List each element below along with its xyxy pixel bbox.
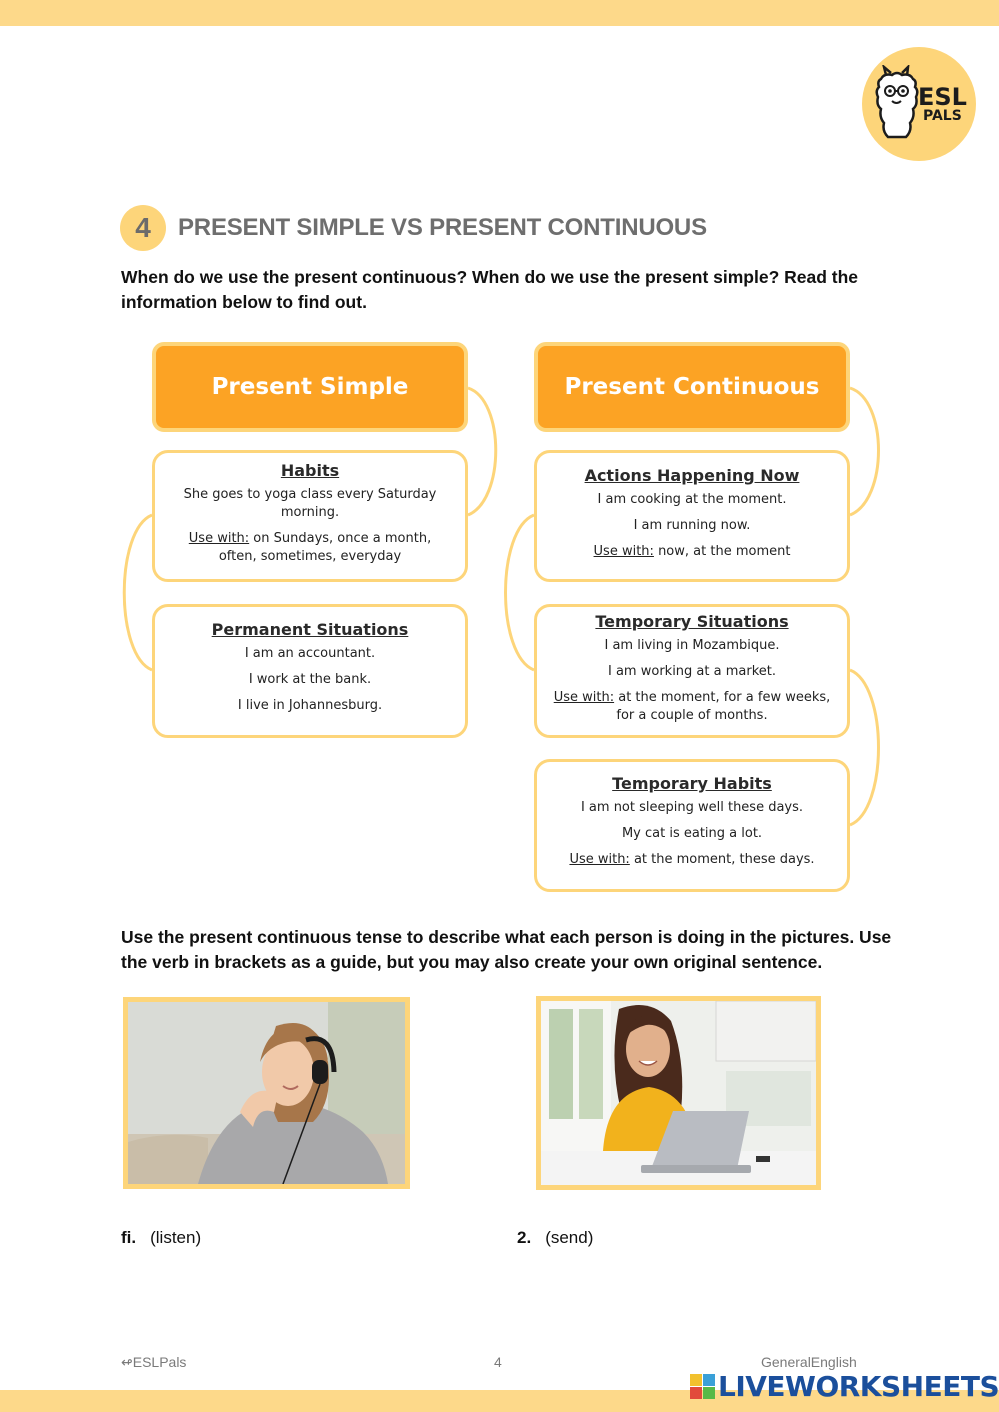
temporary-line: I am living in Mozambique. <box>604 638 780 653</box>
permanent-line: I live in Johannesburg. <box>237 698 383 713</box>
intro-paragraph: When do we use the present continuous? When do we use the present simple? Read the information below to find out. <box>121 267 859 312</box>
footer-brand-icon: ↫ <box>121 1354 133 1370</box>
section-number-badge: 4 <box>120 205 166 251</box>
now-title: Actions Happening Now <box>584 466 800 485</box>
exercise-number: 2. <box>517 1228 532 1247</box>
footer-brand-text: ESLPals <box>132 1354 187 1370</box>
now-line: I am cooking at the moment. <box>597 492 787 507</box>
exercise-item-2 <box>517 1228 593 1248</box>
habits-example: She goes to yoga class every Saturday morning. <box>183 487 437 520</box>
temporary-situations-card <box>534 604 850 738</box>
use-with-text: at the moment, these days. <box>629 852 815 867</box>
footer-category: GeneralEnglish <box>761 1354 857 1370</box>
temporary-habits-line: I am not sleeping well these days. <box>580 800 804 815</box>
use-with-label: Use with: <box>188 531 250 546</box>
footer-brand <box>121 1354 186 1371</box>
exercise-verb: (send) <box>545 1228 594 1247</box>
liveworksheets-logo-icon <box>690 1374 716 1400</box>
use-with-label: Use with: <box>553 690 615 705</box>
permanent-title: Permanent Situations <box>211 620 409 639</box>
instructions-paragraph: Use the present continuous tense to describe what each person is doing in the pictures. Use the verb in brackets as a guide, but you may also create your own original sentence. <box>121 927 892 972</box>
section-title: PRESENT SIMPLE VS PRESENT CONTINUOUS <box>178 214 707 241</box>
use-with-text: at the moment, for a few weeks, for a couple of months. <box>614 690 831 723</box>
use-with-label: Use with: <box>569 852 630 867</box>
footer-page-number: 4 <box>494 1354 502 1370</box>
temporary-use-with <box>551 689 833 725</box>
actions-happening-now-card <box>534 450 850 582</box>
use-with-text: on Sundays, once a month, often, sometimes, everyday <box>218 531 432 564</box>
temporary-habits-use-with <box>551 851 833 869</box>
photo-woman-using-laptop <box>536 996 821 1190</box>
temporary-habits-line: My cat is eating a lot. <box>621 826 763 841</box>
logo-text-esl: ESL <box>918 83 967 111</box>
logo-text-pals: PALS <box>923 108 962 124</box>
exercise-verb: (listen) <box>150 1228 202 1247</box>
use-with-label: Use with: <box>593 544 654 559</box>
exercise-item-1 <box>121 1228 201 1248</box>
exercise-number: fi. <box>121 1228 137 1247</box>
temporary-habits-title: Temporary Habits <box>612 774 772 793</box>
permanent-line: I am an accountant. <box>244 646 376 661</box>
habits-use-with <box>173 530 447 566</box>
temporary-habits-card <box>534 759 850 892</box>
habits-title: Habits <box>280 461 340 480</box>
present-simple-header: Present Simple <box>152 342 468 432</box>
temporary-title: Temporary Situations <box>595 612 789 631</box>
habits-card <box>152 450 468 582</box>
photo-woman-listening-headphones <box>123 997 410 1189</box>
temporary-line: I am working at a market. <box>608 664 776 679</box>
permanent-situations-card <box>152 604 468 738</box>
permanent-line: I work at the bank. <box>248 672 372 687</box>
now-use-with <box>551 543 833 561</box>
liveworksheets-text: LIVEWORKSHEETS <box>718 1370 999 1403</box>
present-continuous-header: Present Continuous <box>534 342 850 432</box>
now-line: I am running now. <box>633 518 751 533</box>
use-with-text: now, at the moment <box>653 544 791 559</box>
